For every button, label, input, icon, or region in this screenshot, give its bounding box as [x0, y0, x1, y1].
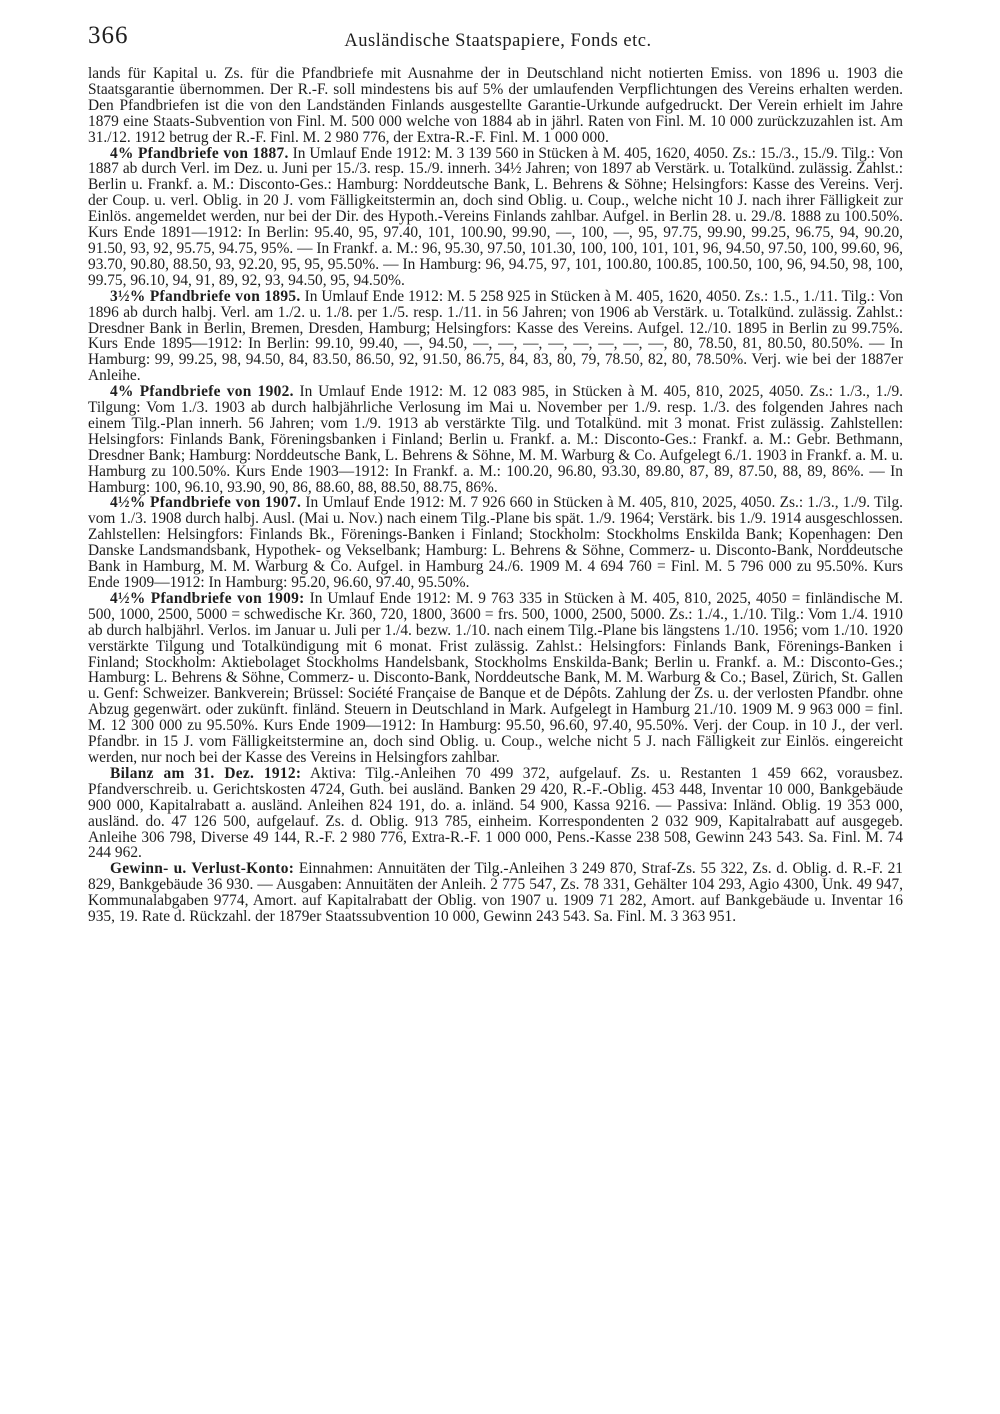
paragraph-intro-text: lands für Kapital u. Zs. für die Pfandbriefe mit Ausnahme der in Deutschland nicht notierten Emiss. von 1896 u. 1903 die Staatsgarantie übernommen. Der R.-F. soll mindestens bis auf 5% der umlaufenden Verpflichtungen des Vereins erhalten werden. Den Pfandbriefen ist die von den Landständen Finlands ausgestellte Garantie-Urkunde aufgedruckt. Der Verein erhielt im Jahre 1879 eine Staats-Subvention von Finl. M. 500 000 welche von 1884 ab in jährl. Raten von Finl. M. 10 000 zurückzuzahlen ist. Am 31./12. 1912 betrug der R.-F. Finl. M. 2 980 776, der Extra-R.-F. Finl. M. 1 000 000.	[88, 66, 903, 146]
paragraph-pfandbriefe-1909	[88, 591, 903, 766]
paragraph-pfandbriefe-1902	[88, 384, 903, 495]
page-header	[88, 22, 908, 58]
running-title: Ausländische Staatspapiere, Fonds etc.	[344, 31, 652, 51]
paragraph-pfandbriefe-1887	[88, 146, 903, 289]
paragraph-pfandbriefe-1909-text: In Umlauf Ende 1912: M. 9 763 335 in Stücken à M. 405, 810, 2025, 4050 = finländische M. 500, 1000, 2500, 5000 = schwedische Kr. 360, 720, 1800, 3600 = frs. 500, 1000, 2500, 5000. Zs.: 1./4., 1./10. Tilg.: Vom 1./4. 1910 ab durch halbjährl. Verlos. im Januar u. Juli per 1./4. bezw. 1./10. nach einem Tilg.-Plane bis längstens 1./10. 1956; vom 1./10. 1920 verstärkte Tilgung und Totalkündigung mit 6 monat. Frist zulässig. Zahlst.: Helsingfors: Finlands Bank, Förenings-Banken i Finland; Stockholm: Aktiebolaget Stockholms Handelsbank, Stockholms Enskilda-Bank; Berlin u. Frankf. a. M.: Disconto-Ges.; Hamburg: L. Behrens & Söhne, Commerz- u. Disconto-Bank, Norddeutsche Bank, M. M. Warburg & Co.; Basel, Zürich, St. Gallen u. Genf: Schweizer. Bankverein; Brüssel: Société Française de Banque et de Dépôts. Zahlung der Zs. u. der verlosten Pfandbr. ohne Abzug gegenwärt. oder zukünft. finländ. Steuern in Deutschland in Mark. Aufgelegt in Hamburg 21./10. 1909 M. 9 963 000 = finl. M. 12 300 000 zu 95.50%. Kurs Ende 1909—1912: In Hamburg: 95.50, 96.60, 97.40, 95.50%. Verj. der Coup. in 10 J., der verl. Pfandbr. in 15 J. vom Fälligkeitstermine an, doch sind Oblig. u. Coup., welche nicht 5 J. nach Fälligkeit zur Einlös. eingereicht werden, nur noch bei der Kasse des Vereins in Helsingfors zahlbar.	[88, 589, 903, 766]
paragraph-pfandbriefe-1895	[88, 289, 903, 384]
paragraph-pfandbriefe-1907	[88, 495, 903, 590]
heading-pfandbriefe-1895: 3½% Pfandbriefe von 1895.	[110, 287, 301, 305]
paragraph-pfandbriefe-1895-text: In Umlauf Ende 1912: M. 5 258 925 in Stücken à M. 405, 1620, 4050. Zs.: 1.5., 1./11. Tilg.: Von 1896 ab durch halbj. Verl. am 1./2. u. 1./8. per 1./5. resp. 1./11. in 56 Jahren; von 1906 ab Verstärk. u. Totalkünd. zulässig. Zahlst.: Dresdner Bank in Berlin, Bremen, Dresden, Hamburg; Helsingfors: Kasse des Vereins. Aufgel. 12./10. 1895 in Berlin zu 99.75%. Kurs Ende 1895—1912: In Berlin: 99.10, 99.40, —, 94.50, —, —, —, —, —, —, —, —, 80, 78.50, 81, 80.50, 80.50%. — In Hamburg: 99, 99.25, 98, 94.50, 84, 83.50, 86.50, 92, 91.50, 86.75, 84, 83, 80, 79, 78.50, 82, 80, 78.50%. Verj. wie bei der 1887er Anleihe.	[88, 287, 903, 385]
heading-pfandbriefe-1907: 4½% Pfandbriefe von 1907.	[110, 494, 302, 512]
paragraph-pfandbriefe-1887-text: In Umlauf Ende 1912: M. 3 139 560 in Stücken à M. 405, 1620, 4050. Zs.: 15./3., 15./9. Tilg.: Von 1887 ab durch Verl. im Dez. u. Juni per 15./3. resp. 15./9. innerh. 34½ Jahren; von 1897 ab Verstärk. u. Totalkünd. zulässig. Zahlst.: Berlin u. Frankf. a. M.: Disconto-Ges.: Hamburg: Norddeutsche Bank, L. Behrens & Söhne; Helsingfors: Kasse des Vereins. Verj. der Coup. u. verl. Oblig. in 20 J. vom Fälligkeitstermin an, doch sind Oblig. u. Coup., welche nicht 10 J. nach ihrer Fälligkeit zur Einlös. angemeldet werden, nur bei der Dir. des Hypoth.-Vereins Finlands zahlbar. Aufgel. in Berlin 28. u. 29./8. 1888 zu 100.50%. Kurs Ende 1891—1912: In Berlin: 95.40, 95, 97.40, 101, 100.90, 99.90, —, 100, —, 95, 97.75, 99.90, 99.25, 96.75, 94, 90.20, 91.50, 93, 92, 95.75, 94.75, 95%. — In Frankf. a. M.: 96, 95.30, 97.50, 101.30, 100, 100, 101, 101, 96, 94.50, 97.50, 100, 99.60, 96, 93.70, 90.80, 88.50, 93, 92.20, 95, 95, 95.50%. — In Hamburg: 96, 94.75, 97, 101, 100.80, 100.85, 100.50, 100, 96, 94.50, 98, 100, 99.75, 96.10, 94, 91, 89, 92, 93, 94.50, 95, 94.50%.	[88, 144, 903, 289]
paragraph-gewinn-verlust-text: Einnahmen: Annuitäten der Tilg.-Anleihen 3 249 870, Straf-Zs. 55 322, Zs. d. Oblig. d. R.-F. 21 829, Bankgebäude 36 930. — Ausgaben: Annuitäten der Anleih. 2 775 547, Zs. 78 331, Gehälter 104 293, Agio 4300, Unk. 49 947, Kommunalabgaben 9774, Amort. auf Kapitalrabatt der Oblig. von 1907 u. 1909 71 282, Amort. auf Bankgebäude u. Inventar 16 935, 19. Rate d. Rückzahl. der 1879er Staatssubvention 10 000, Gewinn 243 543. Sa. Finl. M. 3 363 951.	[88, 860, 903, 926]
paragraph-pfandbriefe-1902-text: In Umlauf Ende 1912: M. 12 083 985, in Stücken à M. 405, 810, 2025, 4050. Zs.: 1./3., 1./9. Tilgung: Vom 1./3. 1903 ab durch halbjährliche Verlosung im Mai u. November per 1./9. resp. 1./3. des folgenden Jahres nach einem Tilg.-Plan innerh. 56 Jahren; vom 1./9. 1913 ab verstärkte Tilg. und Totalkünd. mit 3 monat. Frist zulässig. Zahlstellen: Helsingfors: Finlands Bank, Föreningsbanken i Finland; Berlin u. Frankf. a. M.: Disconto-Ges.: Frankf. a. M.: Gebr. Bethmann, Dresdner Bank; Hamburg: Norddeutsche Bank, L. Behrens & Söhne, M. M. Warburg & Co. Aufgelegt 6./1. 1903 in Frankf. a. M. u. Hamburg zu 100.50%. Kurs Ende 1903—1912: In Frankf. a. M.: 100.20, 96.80, 93.30, 89.80, 87, 89, 87.50, 88, 89, 86%. — In Hamburg: 100, 96.10, 93.90, 90, 86, 88.60, 88, 88.50, 88.75, 86%.	[88, 383, 903, 496]
heading-pfandbriefe-1887: 4% Pfandbriefe von 1887.	[110, 144, 289, 162]
heading-pfandbriefe-1902: 4% Pfandbriefe von 1902.	[110, 383, 294, 401]
body-text	[88, 66, 903, 1401]
heading-pfandbriefe-1909: 4½% Pfandbriefe von 1909:	[110, 589, 305, 607]
paragraph-pfandbriefe-1907-text: In Umlauf Ende 1912: M. 7 926 660 in Stücken à M. 405, 810, 2025, 4050. Zs.: 1./3., 1./9. Tilg. vom 1./3. 1908 durch halbj. Ausl. (Mai u. Nov.) nach einem Tilg.-Plane bis spät. 1./9. 1964; Verstärk. bis 1./9. 1914 ausgeschlossen. Zahlstellen: Helsingfors: Finlands Bk., Förenings-Banken i Finland; Stockholm: Stockholms Enskilda Bank; Kopenhagen: Den Danske Landsmandsbank, Hypothek- og Vekselbank; Hamburg: L. Behrens & Söhne, Commerz- u. Disconto-Bank, Norddeutsche Bank in Hamburg, M. M. Warburg & Co. Aufgel. in Hamburg 24./6. 1909 M. 4 694 760 = Finl. M. 5 796 000 zu 95.50%. Kurs Ende 1909—1912: In Hamburg: 95.20, 96.60, 97.40, 95.50%.	[88, 494, 903, 591]
heading-gewinn-verlust: Gewinn- u. Verlust-Konto:	[110, 860, 295, 878]
page-number: 366	[88, 22, 129, 49]
paragraph-bilanz-text: Aktiva: Tilg.-Anleihen 70 499 372, aufgelauf. Zs. u. Restanten 1 459 662, vorausbez. Pfandverschreib. u. Gerichtskosten 4724, Guth. bei ausländ. Banken 29 420, R.-F.-Oblig. 453 448, Inventar 10 000, Bankgebäude 900 000, Kapitalrabatt a. ausländ. Anleihen 824 191, do. a. inländ. 54 900, Kassa 9216. — Passiva: Inländ. Oblig. 19 353 000, ausländ. do. 47 126 500, aufgelauf. Zs. d. Oblig. 913 785, einheim. Korrespondenten 2 032 909, Kapitalrabatt auf ausgegeb. Anleihe 306 798, Diverse 49 144, R.-F. 2 980 776, Extra-R.-F. 1 000 000, Pens.-Kasse 238 508, Gewinn 243 543. Sa. Finl. M. 74 244 962.	[88, 764, 903, 862]
paragraph-bilanz	[88, 766, 903, 861]
heading-bilanz: Bilanz am 31. Dez. 1912:	[110, 764, 302, 782]
paragraph-gewinn-verlust	[88, 861, 903, 925]
paragraph-intro	[88, 66, 903, 146]
